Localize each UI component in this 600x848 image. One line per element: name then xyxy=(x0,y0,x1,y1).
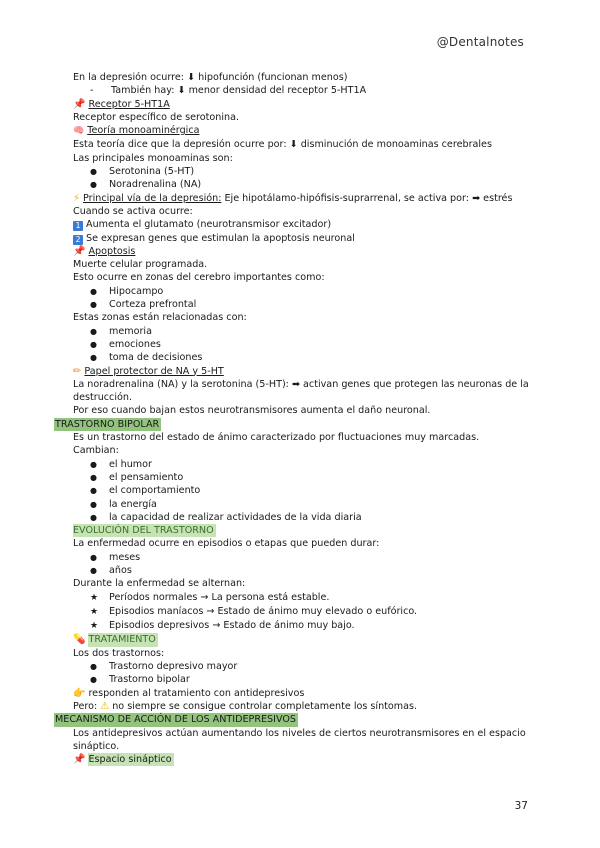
text-line: Pero: ⚠ no siempre se consigue controlar completamente los síntomas. xyxy=(73,700,418,712)
text-line: Durante la enfermedad se alternan: xyxy=(73,578,246,590)
list-item: ● Hipocampo xyxy=(90,285,164,297)
text-line: Los dos trastornos: xyxy=(73,647,165,659)
list-item: ● Noradrenalina (NA) xyxy=(90,179,202,191)
lightning-icon: ⚡ xyxy=(73,192,81,204)
section-heading-mecanismo: MECANISMO DE ACCIÓN DE LOS ANTIDEPRESIVOS xyxy=(55,714,297,726)
subheading-receptor: 📌 Receptor 5-HT1A xyxy=(73,98,170,110)
list-item: ● memoria xyxy=(90,325,152,337)
warning-icon: ⚠ xyxy=(100,700,110,712)
bullet-icon: ● xyxy=(90,472,97,482)
bullet-icon: ● xyxy=(90,552,97,562)
subheading-espacio-sinaptico: 📌 Espacio sináptico xyxy=(73,754,172,766)
list-item: ★ Episodios depresivos → Estado de ánimo muy bajo. xyxy=(73,619,533,633)
list-item: ● Corteza prefrontal xyxy=(90,299,197,311)
number-one-icon: 1 xyxy=(73,221,83,231)
bullet-icon: ● xyxy=(90,300,97,310)
text-line: En la depresión ocurre: ⬇ hipofunción (funcionan menos) xyxy=(73,72,348,83)
list-item: ● emociones xyxy=(90,338,161,350)
text-line: Por eso cuando bajan estos neurotransmisores aumenta el daño neuronal. xyxy=(73,405,431,417)
text-line: Muerte celular programada. xyxy=(73,259,208,271)
dash-item-text: También hay: ⬇ menor densidad del receptor 5-HT1A xyxy=(111,85,367,97)
text-line: La enfermedad ocurre en episodios o etapas que pueden durar: xyxy=(73,538,380,550)
text-line: Cambian: xyxy=(73,445,119,457)
bullet-icon: ● xyxy=(90,167,97,177)
bullet-icon: ● xyxy=(90,512,97,522)
bullet-icon: ● xyxy=(90,486,97,496)
text-paragraph: Los antidepresivos actúan aumentando los niveles de ciertos neurotransmisores en el espacio sináptico. xyxy=(73,727,526,752)
subheading-apoptosis: 📌 Apoptosis xyxy=(73,245,136,257)
section-heading-trastorno-bipolar: TRASTORNO BIPOLAR xyxy=(55,418,160,430)
bullet-icon: ● xyxy=(90,675,97,685)
text-line: Esto ocurre en zonas del cerebro importantes como: xyxy=(73,272,325,284)
subheading-principal-via: ⚡ Principal vía de la depresión: Eje hipotálamo-hipófisis-suprarrenal, se activa por: ➡ estrés xyxy=(73,192,513,204)
bullet-icon: ● xyxy=(90,180,97,190)
text-line: Estas zonas están relacionadas con: xyxy=(73,312,247,324)
text-line: Es un trastorno del estado de ánimo caracterizado por fluctuaciones muy marcadas. xyxy=(73,432,480,444)
list-item: ● toma de decisiones xyxy=(90,352,203,364)
pushpin-icon: 📌 xyxy=(73,245,86,257)
bullet-icon: ● xyxy=(90,459,97,469)
star-icon: ★ xyxy=(90,606,99,617)
subsection-heading-tratamiento: 💊 TRATAMIENTO xyxy=(73,634,156,646)
pushpin-icon: 📌 xyxy=(73,754,86,766)
pencil-icon: ✏ xyxy=(73,365,82,377)
list-item: ● el humor xyxy=(90,458,152,470)
number-two-icon: 2 xyxy=(73,235,83,245)
text-paragraph: La noradrenalina (NA) y la serotonina (5-HT): ➡ activan genes que protegen las neuronas de la destrucción. xyxy=(73,378,529,404)
text-line: Cuando se activa ocurre: xyxy=(73,205,193,217)
bullet-icon: ● xyxy=(90,565,97,575)
list-item: ★ Períodos normales → La persona está estable. xyxy=(73,591,533,605)
bullet-icon: ● xyxy=(90,353,97,363)
subheading-papel-protector: ✏ Papel protector de NA y 5-HT xyxy=(73,365,224,377)
dash-item xyxy=(73,84,533,97)
list-item: ● la energía xyxy=(90,498,157,510)
star-icon: ★ xyxy=(90,621,99,632)
text-line: Las principales monoaminas son: xyxy=(73,152,233,164)
numbered-item: 2 Se expresan genes que estimulan la apoptosis neuronal xyxy=(73,232,533,245)
notes-body xyxy=(55,71,533,766)
text-line: Esta teoría dice que la depresión ocurre por: ⬇ disminución de monoaminas cerebrales xyxy=(73,139,492,151)
list-item: ● la capacidad de realizar actividades de la vida diaria xyxy=(90,511,362,523)
list-item: ● el pensamiento xyxy=(90,471,184,483)
list-item: ● meses xyxy=(90,551,141,563)
pushpin-icon: 📌 xyxy=(73,98,86,110)
bullet-icon: ● xyxy=(90,339,97,349)
brain-icon: 🧠 xyxy=(73,126,85,137)
list-item: ● el comportamiento xyxy=(90,485,201,497)
list-item: ● años xyxy=(90,564,132,576)
numbered-item: 1 Aumenta el glutamato (neurotransmisor excitador) xyxy=(73,218,533,231)
subsection-heading-evolucion: EVOLUCIÓN DEL TRASTORNO xyxy=(73,525,214,537)
star-icon: ★ xyxy=(90,592,99,603)
bullet-icon: ● xyxy=(90,326,97,336)
list-item: ★ Episodios maníacos → Estado de ánimo muy elevado o eufórico. xyxy=(73,605,533,619)
brand-handle: @Dentalnotes xyxy=(436,35,524,49)
dash-marker: - xyxy=(90,85,94,97)
list-item: ● Trastorno depresivo mayor xyxy=(90,661,238,673)
list-item: ● Serotonina (5-HT) xyxy=(90,166,195,178)
text-line: Receptor específico de serotonina. xyxy=(73,111,240,123)
page-number: 37 xyxy=(514,800,528,812)
subheading-teoria: 🧠 Teoría monoaminérgica xyxy=(73,124,533,138)
text-line: 👉 responden al tratamiento con antidepresivos xyxy=(73,687,305,699)
bullet-icon: ● xyxy=(90,499,97,509)
bullet-icon: ● xyxy=(90,286,97,296)
bullet-icon: ● xyxy=(90,662,97,672)
pointing-hand-icon: 👉 xyxy=(73,687,86,699)
list-item: ● Trastorno bipolar xyxy=(90,674,190,686)
pill-icon: 💊 xyxy=(73,634,86,646)
